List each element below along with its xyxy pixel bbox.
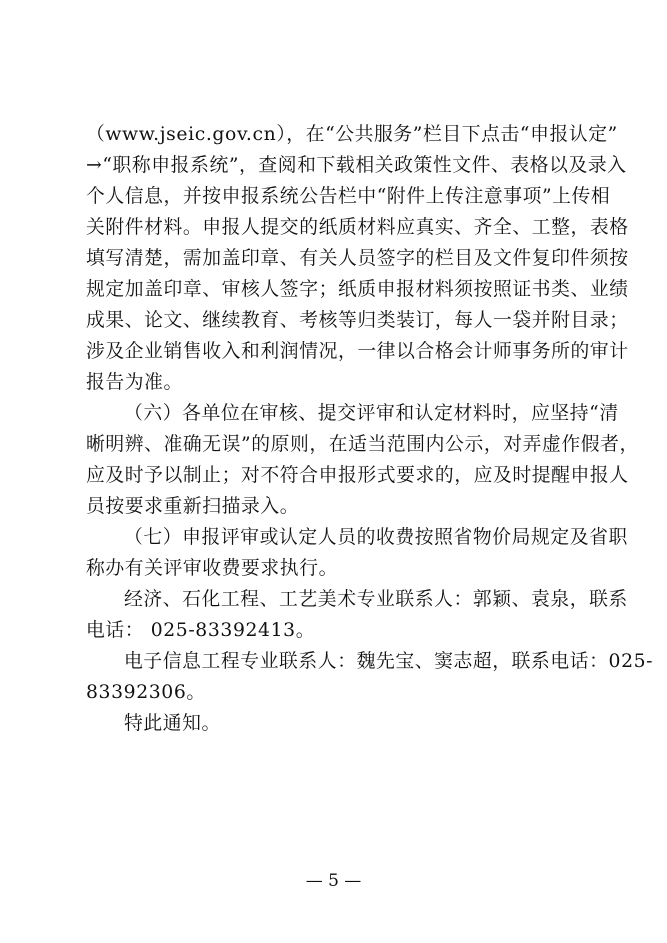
document-body — [86, 119, 654, 739]
page-number: — 5 — — [305, 871, 362, 891]
text-line: （www.jseic.gov.cn），在“公共服务”栏目下点击“申报认定” — [86, 124, 618, 145]
text-line: 特此通知。 — [124, 713, 221, 734]
text-line: 83392306。 — [86, 682, 206, 703]
text-line: 成果、论文、继续教育、考核等归类装订，每人一袋并附目录； — [86, 310, 629, 331]
text-line: 涉及企业销售收入和利润情况，一律以合格会计师事务所的审计 — [86, 341, 629, 362]
text-line: （六）各单位在审核、提交评审和认定材料时，应坚持“清 — [124, 403, 619, 424]
text-line: 规定加盖印章、审核人签字；纸质申报材料须按照证书类、业绩 — [86, 279, 629, 300]
text-line: 关附件材料。申报人提交的纸质材料应真实、齐全、工整，表格 — [86, 217, 629, 238]
text-line: 电子信息工程专业联系人：魏先宝、窦志超，联系电话：025- — [124, 651, 654, 672]
text-line: 填写清楚，需加盖印章、有关人员签字的栏目及文件复印件须按 — [86, 248, 629, 269]
text-line: 员按要求重新扫描录入。 — [86, 496, 300, 517]
text-line: 称办有关评审收费要求执行。 — [86, 558, 338, 579]
text-line: 应及时予以制止；对不符合申报形式要求的，应及时提醒申报人 — [86, 465, 629, 486]
text-line: 个人信息，并按申报系统公告栏中“附件上传注意事项”上传相 — [86, 186, 611, 207]
text-line: →“职称申报系统”，查阅和下载相关政策性文件、表格以及录入 — [86, 155, 627, 176]
text-line: 经济、石化工程、工艺美术专业联系人：郭颖、袁泉，联系 — [124, 589, 628, 610]
text-line: （七）申报评审或认定人员的收费按照省物价局规定及省职 — [124, 527, 628, 548]
text-line: 电话： 025-83392413。 — [86, 620, 316, 641]
text-line: 晰明辨、准确无误”的原则，在适当范围内公示，对弄虚作假者， — [86, 434, 639, 455]
text-line: 报告为准。 — [86, 372, 183, 393]
